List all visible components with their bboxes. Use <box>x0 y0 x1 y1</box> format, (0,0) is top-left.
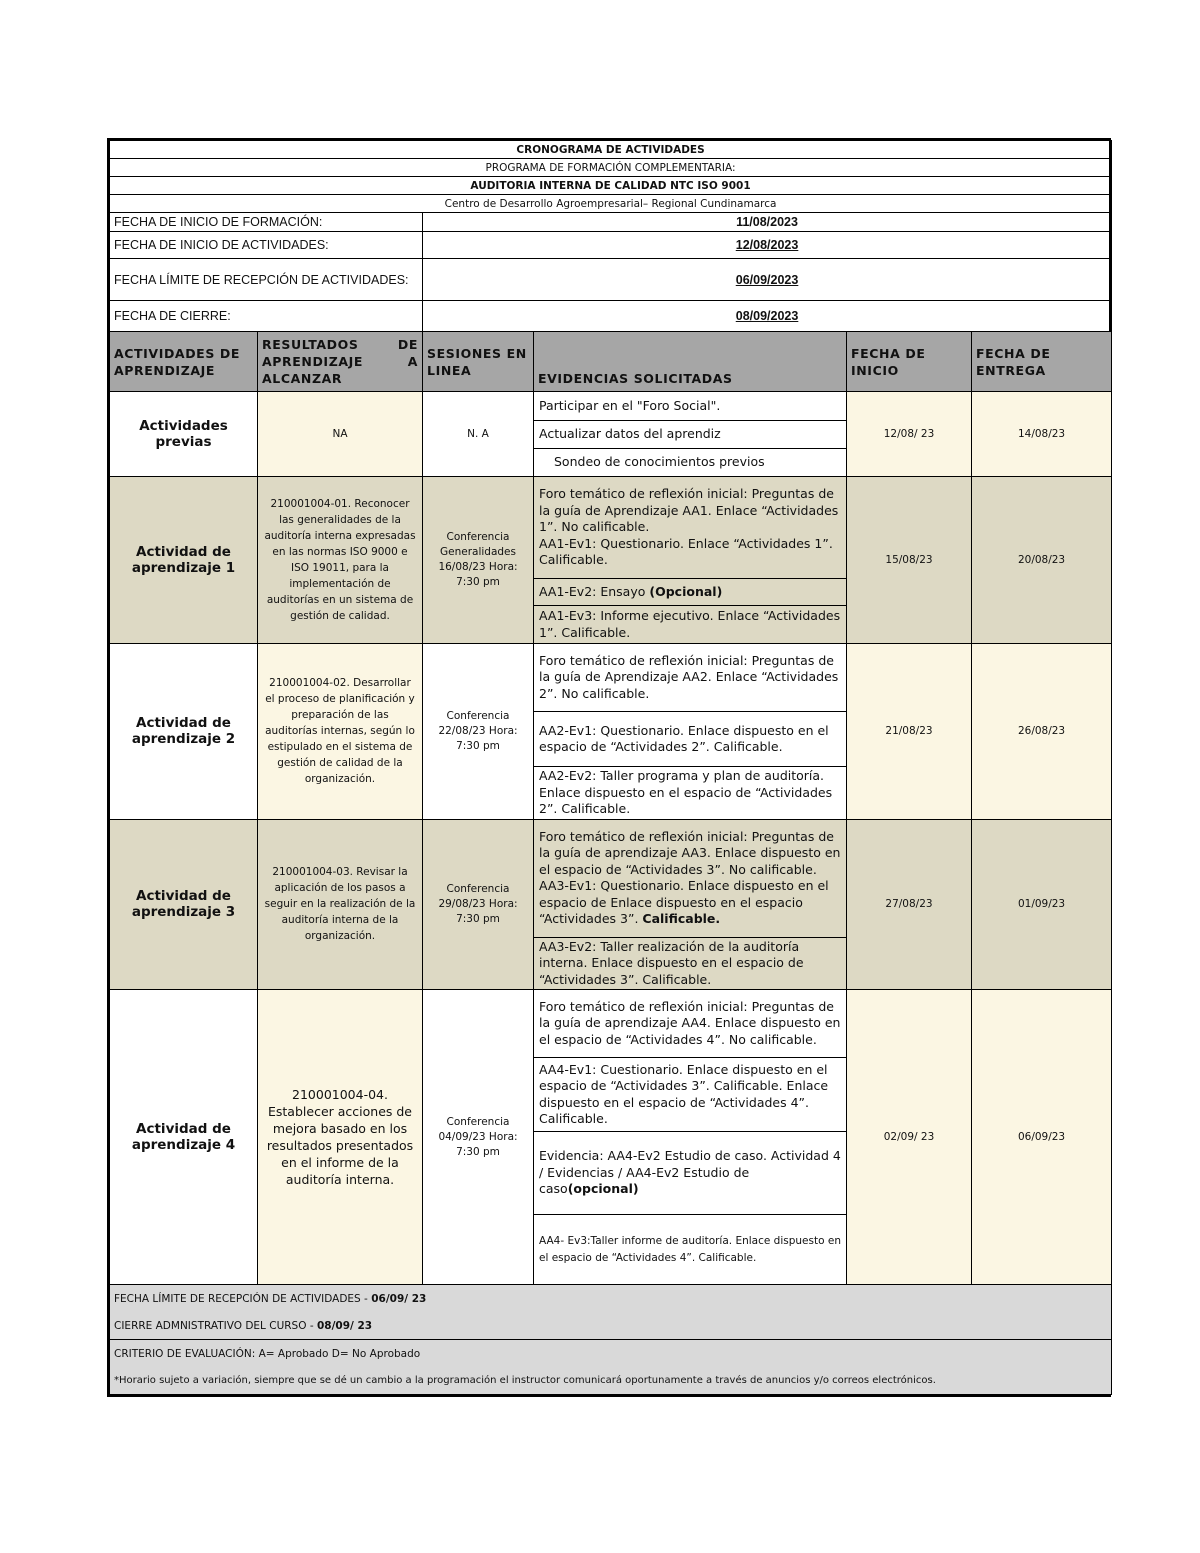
evidencia-1-ev3: AA1-Ev3: Informe ejecutivo. Enlace “Actividades 1”. Calificable. <box>534 606 847 644</box>
evidencia-4-ev1: AA4-Ev1: Cuestionario. Enlace dispuesto en el espacio de “Actividades 3”. Calificable. Enlace dispuesto en el espacio de “Actividades 4”. Calificable. <box>534 1058 847 1132</box>
evidencia-1-ev2 <box>534 579 847 606</box>
evidencia-3-foro <box>534 819 847 937</box>
inicio-1: 15/08/23 <box>847 477 972 644</box>
evidencia-4-ev2 <box>534 1132 847 1215</box>
inicio-formacion-label: FECHA DE INICIO DE FORMACIÓN: <box>110 213 423 232</box>
footer-cierre <box>110 1312 1112 1340</box>
document-title: CRONOGRAMA DE ACTIVIDADES <box>110 141 1112 159</box>
limite-recepcion-label: FECHA LÍMITE DE RECEPCIÓN DE ACTIVIDADES: <box>110 259 423 301</box>
evidencia-2-ev2: AA2-Ev2: Taller programa y plan de auditoría. Enlace dispuesto en el espacio de “Actividades 2”. Calificable. <box>534 767 847 820</box>
limite-recepcion-value: 06/09/2023 <box>423 259 1112 301</box>
cronograma-table <box>109 140 1112 1395</box>
footer-cierre-label: CIERRE ADMNISTRATIVO DEL CURSO - <box>114 1319 317 1332</box>
actividad-4: Actividad de aprendizaje 4 <box>110 990 258 1285</box>
sesion-4: Conferencia 04/09/23 Hora: 7:30 pm <box>423 990 534 1285</box>
inicio-formacion-value: 11/08/2023 <box>423 213 1112 232</box>
evidencia-4-ev2-opcional: (opcional) <box>567 1181 639 1197</box>
program-label: PROGRAMA DE FORMACIÓN COMPLEMENTARIA: <box>110 159 1112 177</box>
sesion-3: Conferencia 29/08/23 Hora: 7:30 pm <box>423 819 534 990</box>
footer-limite-label: FECHA LÍMITE DE RECEPCIÓN DE ACTIVIDADES - <box>114 1292 372 1305</box>
evidencia-foro-social: Participar en el "Foro Social". <box>534 392 847 421</box>
inicio-2: 21/08/23 <box>847 644 972 820</box>
footer-nota: *Horario sujeto a variación, siempre que se dé un cambio a la programación el instructor comunicará oportunamente a través de anuncios y/o correos electrónicos. <box>110 1367 1112 1395</box>
evidencia-actualizar-datos: Actualizar datos del aprendiz <box>534 421 847 449</box>
actividad-1: Actividad de aprendizaje 1 <box>110 477 258 644</box>
fecha-cierre-label: FECHA DE CIERRE: <box>110 301 423 332</box>
evidencia-sondeo: Sondeo de conocimientos previos <box>534 449 847 477</box>
evidencia-1-foro-text: Foro temático de reflexión inicial: Preguntas de la guía de Aprendizaje AA1. Enlace “Actividades 1”. No calificable. <box>539 486 839 535</box>
evidencia-3-ev1-text: AA3-Ev1: Questionario. Enlace dispuesto en el espacio de Enlace dispuesto en el espacio “Actividades 3”. <box>539 878 829 926</box>
header-actividades: ACTIVIDADES DE APRENDIZAJE <box>110 332 258 392</box>
center-name: Centro de Desarrollo Agroempresarial– Regional Cundinamarca <box>110 195 1112 213</box>
inicio-actividades-label: FECHA DE INICIO DE ACTIVIDADES: <box>110 232 423 259</box>
resultado-previas: NA <box>258 392 423 477</box>
header-fecha-entrega: FECHA DE ENTREGA <box>972 332 1112 392</box>
fecha-cierre-value: 08/09/2023 <box>423 301 1112 332</box>
header-evidencias: EVIDENCIAS SOLICITADAS <box>534 332 847 392</box>
footer-limite-value: 06/09/ 23 <box>371 1292 427 1305</box>
inicio-4: 02/09/ 23 <box>847 990 972 1285</box>
entrega-1: 20/08/23 <box>972 477 1112 644</box>
evidencia-4-foro: Foro temático de reflexión inicial: Preguntas de la guía de aprendizaje AA4. Enlace dispuesto en el espacio de “Actividades 4”. No calificable. <box>534 990 847 1058</box>
evidencia-3-foro-text: Foro temático de reflexión inicial: Preguntas de la guía de aprendizaje AA3. Enlace dispuesto en el espacio de “Actividades 3”. No calificable. <box>539 828 841 877</box>
evidencia-1-foro <box>534 477 847 579</box>
resultado-2: 210001004-02. Desarrollar el proceso de planificación y preparación de las auditorías internas, según lo estipulado en el sistema de gestión de calidad de la organización. <box>258 644 423 820</box>
evidencia-1-ev1-text: AA1-Ev1: Questionario. Enlace “Actividades 1”. Calificable. <box>539 535 833 568</box>
entrega-4: 06/09/23 <box>972 990 1112 1285</box>
inicio-3: 27/08/23 <box>847 819 972 990</box>
footer-criterio <box>110 1340 1112 1368</box>
evidencia-4-ev2-text: Evidencia: AA4-Ev2 Estudio de caso. Actividad 4 / Evidencias / AA4-Ev2 Estudio de caso <box>539 1148 841 1197</box>
entrega-previas: 14/08/23 <box>972 392 1112 477</box>
inicio-previas: 12/08/ 23 <box>847 392 972 477</box>
resultado-3: 210001004-03. Revisar la aplicación de los pasos a seguir en la realización de la auditoría interna de la organización. <box>258 819 423 990</box>
footer-limite <box>110 1285 1112 1313</box>
footer-criterio-label: CRITERIO DE EVALUACIÓN: <box>114 1347 259 1360</box>
actividad-3: Actividad de aprendizaje 3 <box>110 819 258 990</box>
resultado-4: 210001004-04. Establecer acciones de mejora basado en los resultados presentados en el informe de la auditoría interna. <box>258 990 423 1285</box>
cronograma-document <box>107 138 1111 1397</box>
evidencia-1-ev2-text: AA1-Ev2: Ensayo <box>539 583 646 599</box>
inicio-actividades-value: 12/08/2023 <box>423 232 1112 259</box>
entrega-3: 01/09/23 <box>972 819 1112 990</box>
evidencia-1-ev2-opcional: (Opcional) <box>649 583 723 599</box>
footer-cierre-value: 08/09/ 23 <box>316 1319 373 1332</box>
evidencia-3-ev2: AA3-Ev2: Taller realización de la auditoría interna. Enlace dispuesto en el espacio de “Actividades 3”. Calificable. <box>534 937 847 990</box>
header-resultados: RESULTADOS DE APRENDIZAJE A ALCANZAR <box>258 332 423 392</box>
sesion-1: Conferencia Generalidades 16/08/23 Hora: 7:30 pm <box>423 477 534 644</box>
evidencia-2-foro: Foro temático de reflexión inicial: Preguntas de la guía de Aprendizaje AA2. Enlace “Actividades 2”. No calificable. <box>534 644 847 712</box>
evidencia-3-ev1-calificable: Calificable. <box>642 911 721 926</box>
evidencia-2-ev1: AA2-Ev1: Questionario. Enlace dispuesto en el espacio de “Actividades 2”. Calificable. <box>534 712 847 767</box>
sesion-2: Conferencia 22/08/23 Hora: 7:30 pm <box>423 644 534 820</box>
sesion-previas: N. A <box>423 392 534 477</box>
resultado-1: 210001004-01. Reconocer las generalidades de la auditoría interna expresadas en las normas ISO 9000 e ISO 19011, para la implementación de auditorías en un sistema de gestión de calidad. <box>258 477 423 644</box>
header-fecha-inicio: FECHA DE INICIO <box>847 332 972 392</box>
evidencia-4-ev3: AA4- Ev3:Taller informe de auditoría. Enlace dispuesto en el espacio de “Actividades 4”. Calificable. <box>534 1215 847 1285</box>
header-sesiones: SESIONES EN LINEA <box>423 332 534 392</box>
program-name: AUDITORIA INTERNA DE CALIDAD NTC ISO 9001 <box>110 177 1112 195</box>
footer-criterio-value: A= Aprobado D= No Aprobado <box>258 1347 421 1360</box>
entrega-2: 26/08/23 <box>972 644 1112 820</box>
actividad-previas: Actividades previas <box>110 392 258 477</box>
actividad-2: Actividad de aprendizaje 2 <box>110 644 258 820</box>
